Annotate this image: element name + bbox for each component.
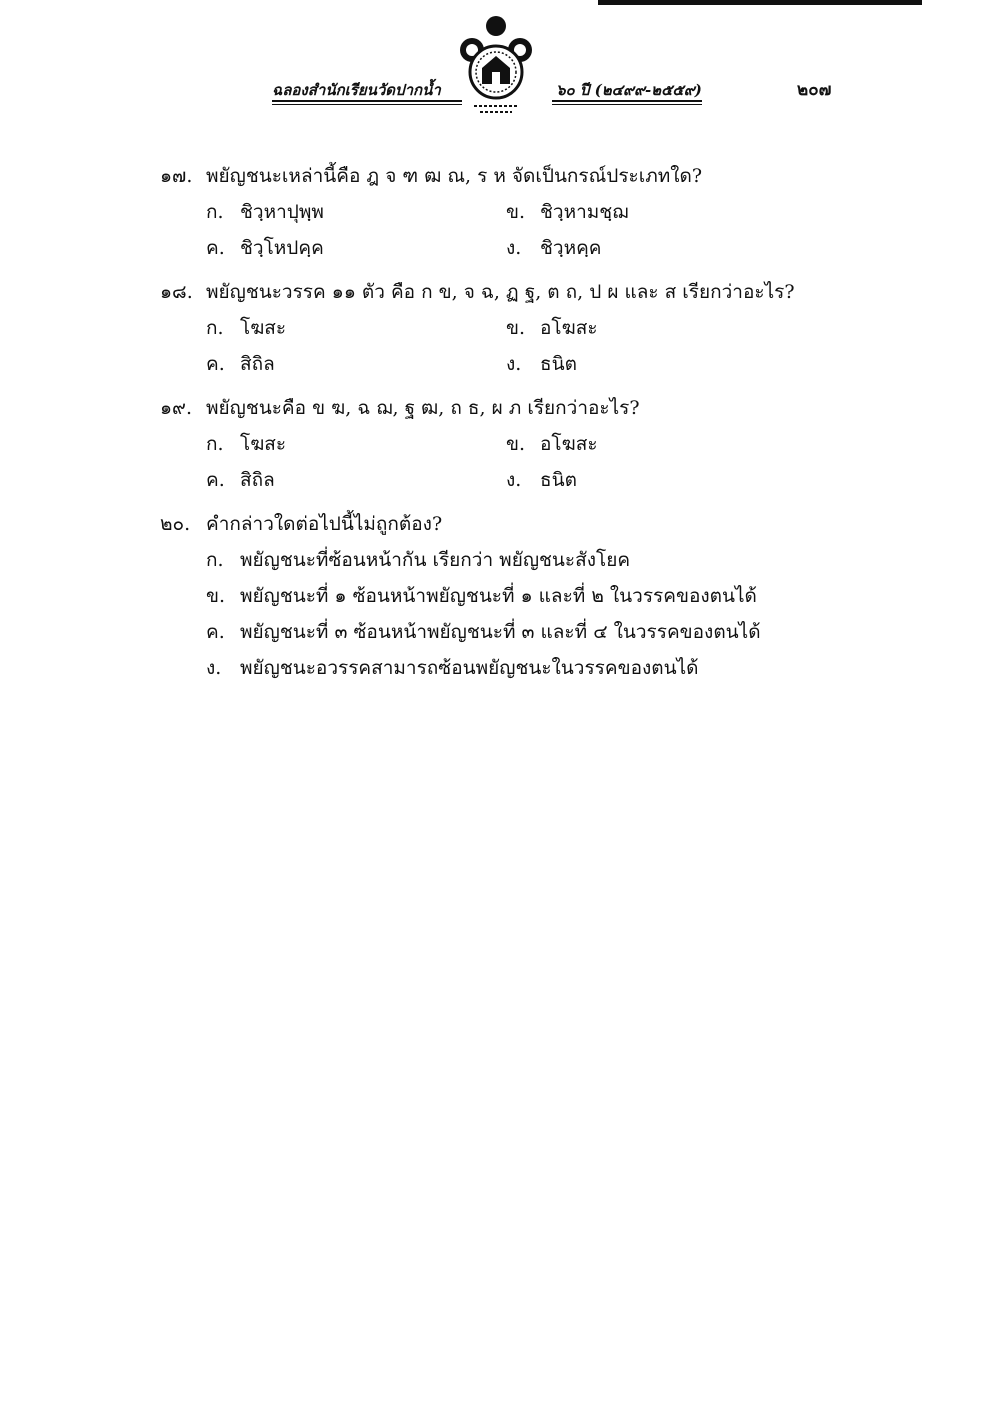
question-20 [160, 506, 860, 686]
question-text: พยัญชนะคือ ข ฆ, ฉ ฌ, ฐ ฒ, ถ ธ, ผ ภ เรียกว่าอะไร? [206, 397, 640, 419]
option-c: ค. สิถิล [206, 469, 275, 491]
question-number: ๑๘. [160, 281, 193, 303]
question-text: คำกล่าวใดต่อไปนี้ไม่ถูกต้อง? [206, 513, 443, 535]
option-a: ก. พยัญชนะที่ซ้อนหน้ากัน เรียกว่า พยัญชนะสังโยค [206, 549, 631, 571]
question-number: ๒๐. [160, 513, 191, 535]
temple-emblem-icon [452, 14, 540, 116]
question-text: พยัญชนะเหล่านี้คือ ฎ จ ฑ ฒ ณ, ร ห จัดเป็นกรณ์ประเภทใด? [206, 165, 703, 187]
top-edge-bar [598, 0, 922, 5]
question-number: ๑๗. [160, 165, 193, 187]
page-header [260, 14, 860, 124]
page-number: ๒๐๗ [797, 80, 832, 100]
option-c: ค. พยัญชนะที่ ๓ ซ้อนหน้าพยัญชนะที่ ๓ และที่ ๔ ในวรรคของตนได้ [206, 621, 761, 643]
header-right-rule [552, 100, 702, 105]
question-17 [160, 158, 860, 266]
header-left-title: ฉลองสำนักเรียนวัดปากน้ำ [272, 81, 441, 99]
option-b: ข. อโฆสะ [506, 317, 598, 339]
header-right-title: ๖๐ ปี (๒๔๙๙-๒๕๕๙) [556, 81, 702, 99]
question-18 [160, 274, 860, 382]
question-list [160, 158, 860, 694]
option-b: ข. อโฆสะ [506, 433, 598, 455]
option-b: ข. ชิวฺหามชฺฌ [506, 201, 629, 223]
question-text: พยัญชนะวรรค ๑๑ ตัว คือ ก ข, จ ฉ, ฏ ฐ, ต ถ, ป ผ และ ส เรียกว่าอะไร? [206, 281, 795, 303]
option-d: ง. พยัญชนะอวรรคสามารถซ้อนพยัญชนะในวรรคของตนได้ [206, 657, 699, 679]
option-d: ง. ชิวฺหคฺค [506, 237, 602, 259]
option-a: ก. โฆสะ [206, 317, 287, 339]
option-b: ข. พยัญชนะที่ ๑ ซ้อนหน้าพยัญชนะที่ ๑ และที่ ๒ ในวรรคของตนได้ [206, 585, 757, 607]
question-number: ๑๙. [160, 397, 193, 419]
option-c: ค. สิถิล [206, 353, 275, 375]
option-a: ก. โฆสะ [206, 433, 287, 455]
option-a: ก. ชิวฺหาปุพฺพ [206, 201, 324, 223]
option-d: ง. ธนิต [506, 353, 577, 375]
option-d: ง. ธนิต [506, 469, 577, 491]
option-c: ค. ชิวฺโหปคฺค [206, 237, 324, 259]
header-left-rule [272, 100, 462, 105]
question-19 [160, 390, 860, 498]
